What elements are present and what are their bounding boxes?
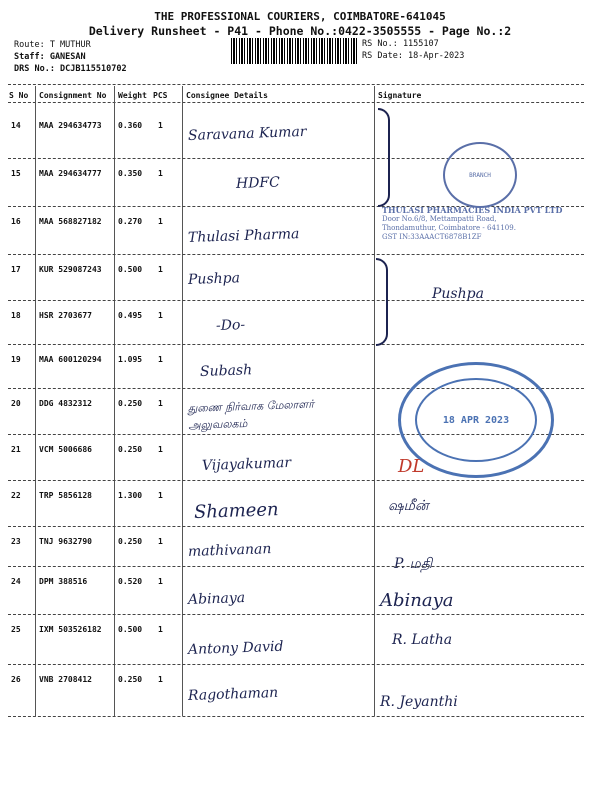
row-weight: 1.095: [118, 355, 143, 364]
table-row: [0, 110, 600, 156]
row-signature: P. மதி: [394, 556, 433, 572]
row-consignee: Ragothaman: [187, 684, 279, 704]
row-signature: R. Latha: [392, 632, 453, 648]
row-pcs: 1: [158, 577, 163, 586]
row-consignment: VNB 2708412: [39, 675, 92, 684]
row-weight: 1.300: [118, 491, 143, 500]
col-header-consignee: Consignee Details: [186, 91, 268, 100]
pharma-gst: GST IN:33AAACT6878B1ZF: [382, 233, 482, 241]
row-weight: 0.350: [118, 169, 143, 178]
pharma-address-2: Thondamuthur, Coimbatore - 641109.: [382, 224, 516, 232]
staff-label: Staff: GANESAN: [14, 52, 86, 62]
dl-mark: DL: [398, 456, 425, 477]
row-sno: 23: [11, 537, 21, 546]
row-sno: 19: [11, 355, 21, 364]
row-pcs: 1: [158, 265, 163, 274]
row-consignment: MAA 294634777: [39, 169, 102, 178]
row-consignment: TRP 5856128: [39, 491, 92, 500]
row-weight: 0.520: [118, 577, 143, 586]
col-header-sno: S No: [9, 91, 29, 100]
row-weight: 0.250: [118, 445, 143, 454]
row-consignee: Thulasi Pharma: [187, 226, 300, 246]
row-sno: 26: [11, 675, 21, 684]
row-pcs: 1: [158, 311, 163, 320]
row-weight: 0.500: [118, 265, 143, 274]
row-consignment: DPM 388516: [39, 577, 88, 586]
header-separator-top: [8, 84, 584, 85]
row-pcs: 1: [158, 121, 163, 130]
table-row: [0, 254, 600, 300]
table-row: [0, 664, 600, 710]
row-sno: 20: [11, 399, 21, 408]
row-pcs: 1: [158, 625, 163, 634]
row-weight: 0.500: [118, 625, 143, 634]
row-consignment: MAA 294634773: [39, 121, 102, 130]
stamp-date: 18 APR 2023: [415, 378, 537, 462]
row-consignment: IXM 503526182: [39, 625, 102, 634]
row-pcs: 1: [158, 675, 163, 684]
row-consignee: Vijayakumar: [201, 454, 292, 474]
row-consignment: VCM 5006686: [39, 445, 92, 454]
row-weight: 0.250: [118, 399, 143, 408]
row-signature: Pushpa: [432, 286, 484, 302]
row-pcs: 1: [158, 355, 163, 364]
row-weight: 0.495: [118, 311, 143, 320]
row-weight: 0.270: [118, 217, 143, 226]
row-pcs: 1: [158, 169, 163, 178]
pharma-address-1: Door No.6/8, Mettampatti Road,: [382, 215, 497, 223]
row-consignee: Pushpa: [187, 270, 241, 288]
row-consignee: Antony David: [187, 638, 284, 658]
table-row: [0, 566, 600, 612]
col-header-weight: Weight: [118, 91, 147, 100]
route-info: [14, 39, 127, 75]
row-pcs: 1: [158, 491, 163, 500]
row-weight: 0.250: [118, 675, 143, 684]
barcode: [231, 38, 359, 64]
row-consignment: MAA 600120294: [39, 355, 102, 364]
drs-number: DRS No.: DCJB115510702: [14, 64, 127, 74]
row-consignee: Subash: [199, 362, 253, 380]
row-consignee: HDFC: [235, 174, 281, 192]
signature-bracket: [378, 108, 390, 207]
row-weight: 0.360: [118, 121, 143, 130]
row-consignee: துணை நிர்வாக மேலாளர் அலுவலகம்: [187, 397, 315, 432]
row-sno: 16: [11, 217, 21, 226]
company-stamp: [382, 206, 582, 242]
row-consignee: -Do-: [215, 316, 246, 334]
row-pcs: 1: [158, 399, 163, 408]
header-separator-bottom: [8, 102, 584, 103]
row-consignee: mathivanan: [187, 541, 272, 560]
row-consignee: Saravana Kumar: [187, 123, 307, 144]
rs-number: RS No.: 1155107: [362, 39, 439, 49]
signature-bracket: [376, 258, 388, 346]
company-title: THE PROFESSIONAL COURIERS, COIMBATORE-641045: [154, 10, 446, 23]
row-signature: Abinaya: [380, 590, 454, 611]
row-sno: 14: [11, 121, 21, 130]
footer-separator: [8, 716, 584, 717]
rs-info: [362, 38, 464, 62]
col-header-signature: Signature: [378, 91, 422, 100]
branch-seal-icon: [443, 142, 517, 208]
row-sno: 21: [11, 445, 21, 454]
row-sno: 25: [11, 625, 21, 634]
row-signature: R. Jeyanthi: [380, 694, 458, 710]
pharma-name: THULASI PHARMACIES INDIA PVT LTD: [382, 205, 563, 215]
route-label: Route: T MUTHUR: [14, 40, 91, 50]
rs-date: RS Date: 18-Apr-2023: [362, 51, 465, 61]
row-sno: 22: [11, 491, 21, 500]
row-sno: 24: [11, 577, 21, 586]
row-pcs: 1: [158, 445, 163, 454]
row-pcs: 1: [158, 537, 163, 546]
row-sno: 15: [11, 169, 21, 178]
row-sno: 17: [11, 265, 21, 274]
seal-text: BRANCH: [469, 171, 491, 179]
runsheet-subtitle: Delivery Runsheet - P41 - Phone No.:0422-3505555 - Page No.:2: [88, 24, 512, 38]
row-consignment: MAA 568827182: [39, 217, 102, 226]
row-consignment: TNJ 9632790: [39, 537, 92, 546]
col-header-consignment: Consignment No: [39, 91, 107, 100]
table-row: [0, 286, 600, 346]
col-header-pcs: PCS: [153, 91, 168, 100]
table-row: [0, 480, 600, 526]
row-consignment: DDG 4832312: [39, 399, 92, 408]
row-consignee: Shameen: [193, 499, 279, 523]
table-row: [0, 614, 600, 660]
row-pcs: 1: [158, 217, 163, 226]
row-consignment: KUR 529087243: [39, 265, 102, 274]
row-consignment: HSR 2703677: [39, 311, 92, 320]
row-consignee: Abinaya: [187, 590, 246, 608]
row-sno: 18: [11, 311, 21, 320]
row-signature: ஷமீன்: [388, 498, 429, 514]
row-weight: 0.250: [118, 537, 143, 546]
